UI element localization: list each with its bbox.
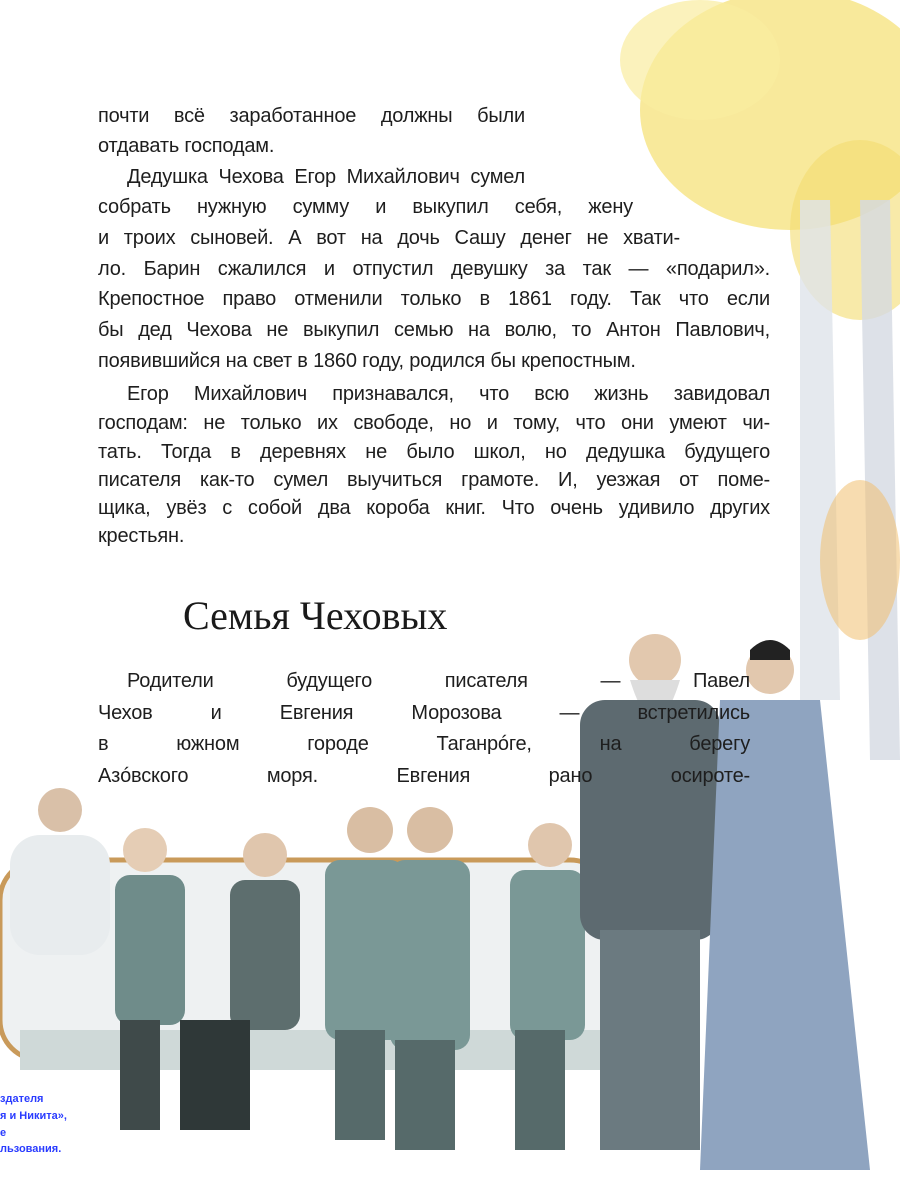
text-line: тать. Тогда в деревнях не было школ, но дедушка будущего xyxy=(98,441,770,463)
text-line: появившийся на свет в 1860 году, родился бы крепостным. xyxy=(98,350,636,372)
text-line: крестьян. xyxy=(98,525,185,547)
text-line: бы дед Чехова не выкупил семью на волю, то Антон Павлович, xyxy=(98,319,770,341)
credit-line: льзования. xyxy=(0,1143,62,1155)
text-line: отдавать господам. xyxy=(98,135,275,157)
credit-line: здателя xyxy=(0,1093,44,1105)
text-line: ло. Барин сжалился и отпустил девушку за так — «подарил». xyxy=(98,258,770,280)
text-line: в южном городе Таганрóге, на берегу xyxy=(98,733,750,755)
text-line: господам: не только их свободе, но и тому, что они умеют чи- xyxy=(98,412,770,434)
text-line: почти всё заработанное должны были xyxy=(98,105,525,127)
credit-line: я и Никита», xyxy=(0,1110,67,1122)
text-line: Дедушка Чехова Егор Михайлович сумел xyxy=(127,166,525,188)
text-line: щика, увёз с собой два короба книг. Что очень удивило других xyxy=(98,497,770,519)
credit-line: е xyxy=(0,1127,7,1139)
section-heading: Семья Чеховых xyxy=(183,593,448,638)
text-line: Родители будущего писателя — Павел xyxy=(127,670,750,692)
text-line: собрать нужную сумму и выкупил себя, жену xyxy=(98,196,633,218)
text-line: Егор Михайлович признавался, что всю жизнь завидовал xyxy=(127,383,770,405)
text-line: Крепостное право отменили только в 1861 году. Так что если xyxy=(98,288,770,310)
text-line: писателя как-то сумел выучиться грамоте. И, уезжая от поме- xyxy=(98,469,770,491)
text-line: Чехов и Евгения Морозова — встретились xyxy=(98,702,750,724)
text-line: и троих сыновей. А вот на дочь Сашу денег не хвати- xyxy=(98,227,680,249)
text-line: Азóвского моря. Евгения рано осироте- xyxy=(98,765,750,787)
